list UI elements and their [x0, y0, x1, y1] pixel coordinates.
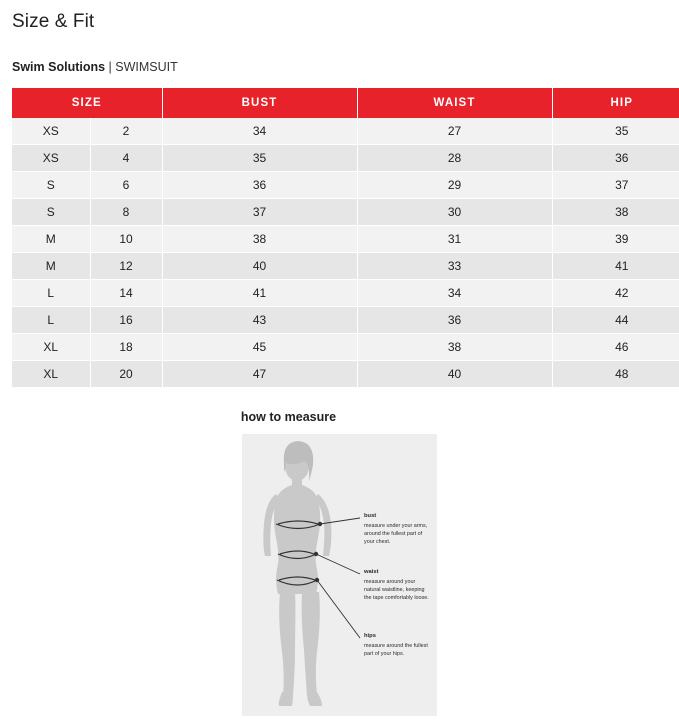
cell-size-number: 8 — [90, 199, 162, 226]
cell-size-number: 10 — [90, 226, 162, 253]
cell-hip: 48 — [552, 361, 679, 388]
brand-category-line — [12, 60, 671, 74]
cell-size: XS — [12, 118, 90, 145]
cell-hip: 41 — [552, 253, 679, 280]
page-title: Size & Fit — [12, 11, 95, 32]
cell-waist: 29 — [357, 172, 552, 199]
cell-size: XL — [12, 334, 90, 361]
cell-size: S — [12, 172, 90, 199]
table-row — [12, 280, 679, 307]
cell-hip: 35 — [552, 118, 679, 145]
cell-bust: 40 — [162, 253, 357, 280]
cell-size-number: 20 — [90, 361, 162, 388]
cell-size-number: 18 — [90, 334, 162, 361]
cell-size: XL — [12, 361, 90, 388]
cell-size: M — [12, 226, 90, 253]
cell-hip: 44 — [552, 307, 679, 334]
cell-size: S — [12, 199, 90, 226]
cell-waist: 27 — [357, 118, 552, 145]
cell-waist: 28 — [357, 145, 552, 172]
cell-hip: 37 — [552, 172, 679, 199]
cell-waist: 36 — [357, 307, 552, 334]
brand-name: Swim Solutions — [12, 60, 106, 74]
table-header-row — [12, 88, 679, 118]
measurement-diagram — [242, 434, 437, 716]
product-category: SWIMSUIT — [115, 60, 178, 74]
cell-hip: 36 — [552, 145, 679, 172]
cell-size-number: 6 — [90, 172, 162, 199]
cell-size: L — [12, 307, 90, 334]
brand-separator: | — [108, 60, 112, 74]
cell-size-number: 4 — [90, 145, 162, 172]
table-row — [12, 361, 679, 388]
cell-size-number: 2 — [90, 118, 162, 145]
cell-bust: 36 — [162, 172, 357, 199]
bust-note-text: measure under your arms, around the fullest part of your chest. — [364, 522, 428, 545]
cell-size: M — [12, 253, 90, 280]
cell-size: L — [12, 280, 90, 307]
table-row — [12, 118, 679, 145]
cell-bust: 37 — [162, 199, 357, 226]
cell-hip: 39 — [552, 226, 679, 253]
cell-waist: 31 — [357, 226, 552, 253]
cell-waist: 40 — [357, 361, 552, 388]
table-row — [12, 253, 679, 280]
cell-waist: 33 — [357, 253, 552, 280]
hips-note-title: hips — [364, 633, 376, 639]
column-header-bust: BUST — [162, 88, 357, 118]
cell-hip: 46 — [552, 334, 679, 361]
cell-bust: 45 — [162, 334, 357, 361]
cell-bust: 43 — [162, 307, 357, 334]
waist-measure-note — [364, 568, 430, 602]
size-chart-table — [12, 88, 679, 388]
cell-size-number: 14 — [90, 280, 162, 307]
table-row — [12, 199, 679, 226]
waist-note-text: measure around your natural waistline, keeping the tape comfortably loose. — [364, 578, 429, 601]
table-header — [12, 88, 679, 118]
cell-bust: 41 — [162, 280, 357, 307]
cell-bust: 38 — [162, 226, 357, 253]
how-to-measure-label: how to measure — [240, 410, 337, 424]
table-row — [12, 172, 679, 199]
table-body — [12, 118, 679, 388]
hips-measure-note — [364, 632, 430, 658]
cell-waist: 38 — [357, 334, 552, 361]
bust-measure-note — [364, 512, 430, 546]
cell-waist: 30 — [357, 199, 552, 226]
cell-waist: 34 — [357, 280, 552, 307]
column-header-hip: HIP — [552, 88, 679, 118]
table-row — [12, 145, 679, 172]
cell-size-number: 12 — [90, 253, 162, 280]
cell-bust: 47 — [162, 361, 357, 388]
cell-hip: 42 — [552, 280, 679, 307]
column-header-waist: WAIST — [357, 88, 552, 118]
cell-size-number: 16 — [90, 307, 162, 334]
cell-bust: 34 — [162, 118, 357, 145]
table-row — [12, 334, 679, 361]
cell-size: XS — [12, 145, 90, 172]
table-row — [12, 226, 679, 253]
size-and-fit-page — [0, 11, 679, 716]
cell-bust: 35 — [162, 145, 357, 172]
how-to-measure-section — [8, 408, 671, 716]
bust-note-title: bust — [364, 513, 377, 519]
hips-note-text: measure around the fullest part of your hips. — [364, 642, 428, 657]
column-header-size: SIZE — [12, 88, 162, 118]
table-row — [12, 307, 679, 334]
waist-note-title: waist — [364, 569, 379, 575]
cell-hip: 38 — [552, 199, 679, 226]
